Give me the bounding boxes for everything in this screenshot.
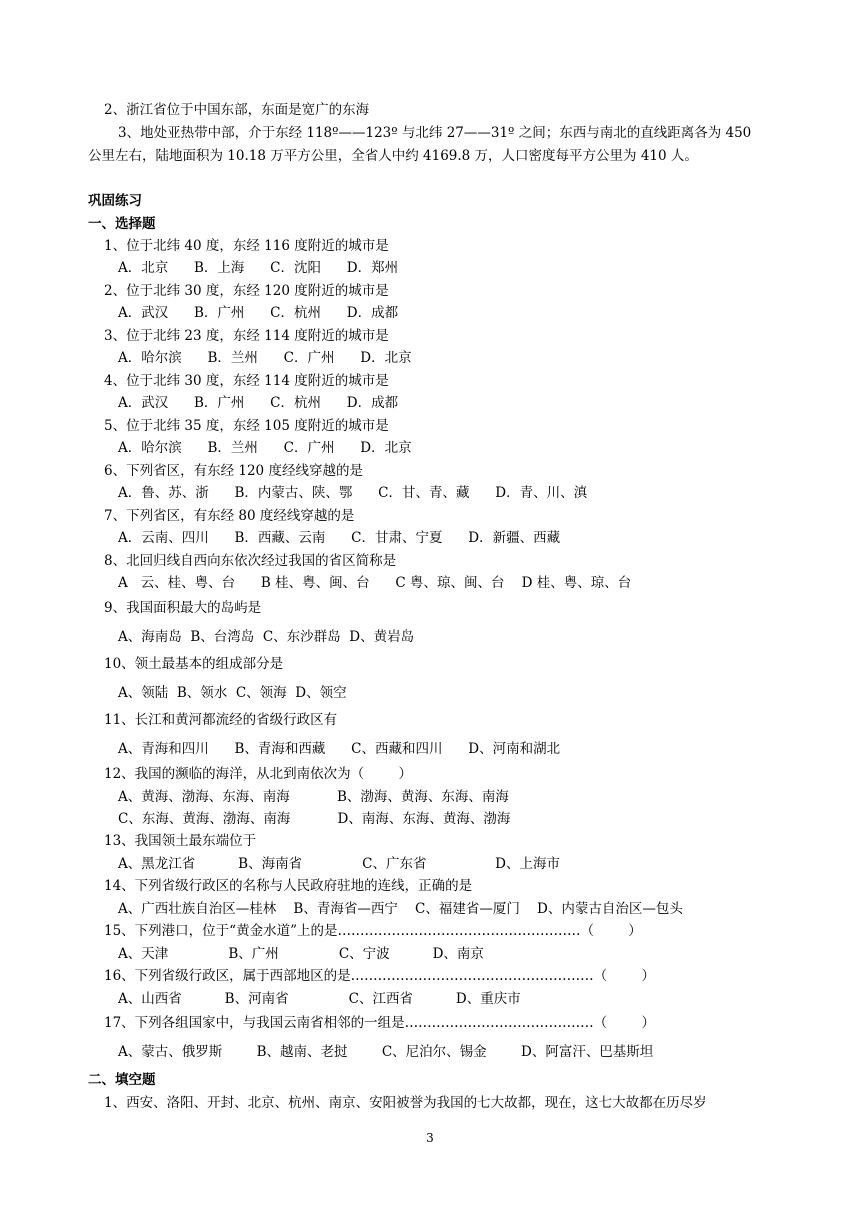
question-15: 15、下列港口，位于“黄金水道”上的是………………………………………………（ ）: [104, 923, 642, 939]
fill-question-1: 1、西安、洛阳、开封、北京、杭州、南京、安阳被誉为我国的七大故都，现在，这七大故都在历尽岁: [104, 1095, 707, 1111]
question-12-options-cd: C、东海、黄海、渤海、南海 D、南海、东海、黄海、渤海: [118, 811, 511, 827]
question-14-options: A、广西壮族自治区—桂林 B、青海省—西宁 C、福建省—厦门 D、内蒙古自治区—包头: [118, 901, 683, 917]
question-17: 17、下列各组国家中，与我国云南省相邻的一组是……………………………………（ ）: [104, 1015, 656, 1031]
question-6-options: A．鲁、苏、浙 B．内蒙古、陕、鄂 C．甘、青、藏 D．青、川、滇: [118, 485, 588, 501]
section-title: 巩固练习: [88, 193, 142, 209]
question-5: 5、位于北纬 35 度，东经 105 度附近的城市是: [104, 418, 389, 434]
question-1-options: A．北京 B．上海 C．沈阳 D．郑州: [118, 260, 399, 276]
part1-title: 一、选择题: [88, 216, 156, 232]
question-13: 13、我国领土最东端位于: [104, 833, 257, 849]
question-11-options: A、青海和四川 B、青海和西藏 C、西藏和四川 D、河南和湖北: [118, 741, 561, 757]
question-16-options: A、山西省 B、河南省 C、江西省 D、重庆市: [118, 991, 521, 1007]
question-8: 8、北回归线自西向东依次经过我国的省区简称是: [104, 553, 397, 569]
question-10-options: A、领陆 B、领水 C、领海 D、领空: [118, 685, 347, 701]
question-12-options-ab: A、黄海、渤海、东海、南海 B、渤海、黄海、东海、南海: [118, 789, 509, 805]
question-9: 9、我国面积最大的岛屿是: [104, 600, 262, 616]
question-3-options: A．哈尔滨 B．兰州 C．广州 D．北京: [118, 350, 412, 366]
question-2-options: A．武汉 B．广州 C．杭州 D．成都: [118, 305, 399, 321]
question-7-options: A．云南、四川 B．西藏、云南 C．甘肃、宁夏 D．新疆、西藏: [118, 530, 561, 546]
page-number: 3: [426, 1131, 434, 1145]
question-4: 4、位于北纬 30 度，东经 114 度附近的城市是: [104, 373, 389, 389]
question-3: 3、位于北纬 23 度，东经 114 度附近的城市是: [104, 328, 389, 344]
question-16: 16、下列省级行政区，属于西部地区的是………………………………………………（ ）: [104, 968, 656, 984]
question-6: 6、下列省区，有东经 120 度经线穿越的是: [104, 463, 363, 479]
question-8-options: A 云、桂、粤、台 B 桂、粤、闽、台 C 粤、琼、闽、台 D 桂、粤、琼、台: [118, 575, 632, 591]
question-10: 10、领土最基本的组成部分是: [104, 656, 284, 672]
question-4-options: A．武汉 B．广州 C．杭州 D．成都: [118, 395, 399, 411]
question-13-options: A、黑龙江省 B、海南省 C、广东省 D、上海市: [118, 856, 560, 872]
question-5-options: A．哈尔滨 B．兰州 C．广州 D．北京: [118, 440, 412, 456]
question-7: 7、下列省区，有东经 80 度经线穿越的是: [104, 508, 355, 524]
question-1: 1、位于北纬 40 度，东经 116 度附近的城市是: [104, 238, 389, 254]
question-12: 12、我国的濒临的海洋，从北到南依次为（ ）: [104, 766, 413, 782]
question-9-options: A、海南岛 B、台湾岛 C、东沙群岛 D、黄岩岛: [118, 629, 415, 645]
question-2: 2、位于北纬 30 度，东经 120 度附近的城市是: [104, 283, 389, 299]
intro-line-2: 3、地处亚热带中部，介于东经 118º——123º 与北纬 27——31º 之间；东西与南北的直线距离各为 450: [118, 125, 752, 141]
question-15-options: A、天津 B、广州 C、宁波 D、南京: [118, 946, 484, 962]
part2-title: 二、填空题: [88, 1072, 156, 1088]
question-14: 14、下列省级行政区的名称与人民政府驻地的连线，正确的是: [104, 878, 473, 894]
intro-line-1: 2、浙江省位于中国东部，东面是宽广的东海: [104, 102, 370, 118]
intro-line-3: 公里左右，陆地面积为 10.18 万平方公里，全省人中约 4169.8 万，人口密度每平方公里为 410 人。: [88, 148, 698, 164]
question-11: 11、长江和黄河都流经的省级行政区有: [104, 712, 338, 728]
question-17-options: A、蒙古、俄罗斯 B、越南、老挝 C、尼泊尔、锡金 D、阿富汗、巴基斯坦: [118, 1044, 654, 1060]
